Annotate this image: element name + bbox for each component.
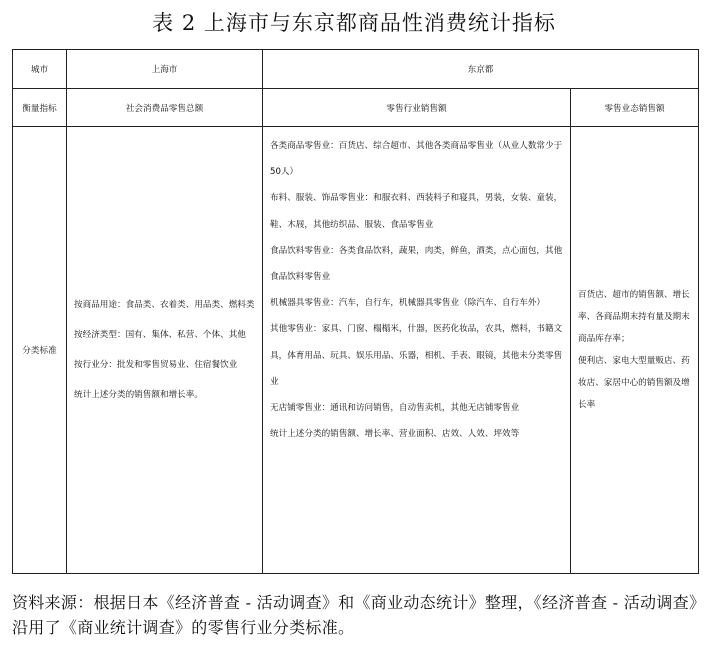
tokyo-format-classification-cell bbox=[571, 127, 699, 574]
table-row-city bbox=[13, 50, 699, 89]
table-row-classification bbox=[13, 127, 699, 574]
tokyo-retail-line-7: 统计上述分类的销售额、增长率、营业面积、店效、人效、坪效等 bbox=[270, 429, 520, 440]
shanghai-indicator-cell: 社会消费品零售总额 bbox=[67, 89, 263, 127]
source-note: 资料来源：根据日本《经济普查 - 活动调查》和《商业动态统计》整理，《经济普查 - 活动调查》沿用了《商业统计调查》的零售行业分类标准。 bbox=[12, 593, 698, 637]
tokyo-retail-line-1: 各类商品零售业：百货店、综合超市、其他各类商品零售业（从业人数常少于50人） bbox=[270, 141, 563, 178]
tokyo-format-line-1: 百货店、超市的销售额、增长率、各商品期末持有量及期末商品库存率； bbox=[578, 290, 690, 344]
table-title: 表 2 上海市与东京都商品性消费统计指标 bbox=[152, 11, 556, 35]
tokyo-retail-line-6: 无店铺零售业：通讯和访问销售，自动售卖机，其他无店铺零售业 bbox=[270, 403, 520, 414]
shanghai-classification-cell bbox=[67, 127, 263, 574]
indicator-label-cell: 衡量指标 bbox=[13, 89, 67, 127]
tokyo-retail-line-5: 其他零售业：家具、门窗、榻榻米，什器，医药化妆品，农具，燃料，书籍文具，体育用品、玩具、娱乐用品、乐器，相机、手表、眼镜，其他未分类零售业 bbox=[270, 324, 563, 387]
shanghai-line-4: 统计上述分类的销售额和增长率。 bbox=[74, 390, 203, 400]
classification-label-cell: 分类标准 bbox=[13, 127, 67, 574]
shanghai-line-2: 按经济类型：国有、集体、私营、个体、其他 bbox=[74, 330, 246, 340]
tokyo-retail-classification-cell bbox=[263, 127, 571, 574]
city-label-cell: 城市 bbox=[13, 50, 67, 89]
tokyo-format-indicator-cell: 零售业态销售额 bbox=[571, 89, 699, 127]
shanghai-header-cell: 上海市 bbox=[67, 50, 263, 89]
tokyo-format-line-2: 便利店、家电大型量贩店、药妆店、家居中心的销售额及增长率 bbox=[578, 356, 690, 410]
table-row-indicator bbox=[13, 89, 699, 127]
shanghai-line-1: 按商品用途：食品类、衣着类、用品类、燃料类 bbox=[74, 300, 255, 310]
shanghai-line-3: 按行业分：批发和零售贸易业、住宿餐饮业 bbox=[74, 360, 238, 370]
tokyo-retail-line-2: 布料、服装、饰品零售业：和服衣料、西装料子和寝具，男装，女装、童装，鞋、木屐，其他纺织品、服装、食品零售业 bbox=[270, 193, 563, 230]
tokyo-retail-indicator-cell: 零售行业销售额 bbox=[263, 89, 571, 127]
tokyo-retail-line-3: 食品饮料零售业：各类食品饮料，蔬果，肉类，鲜鱼，酒类，点心面包，其他食品饮料零售业 bbox=[270, 245, 563, 283]
statistics-table bbox=[12, 49, 699, 574]
tokyo-header-cell: 东京都 bbox=[263, 50, 699, 89]
tokyo-retail-line-4: 机械器具零售业：汽车，自行车，机械器具零售业（除汽车、自行车外） bbox=[270, 298, 546, 309]
